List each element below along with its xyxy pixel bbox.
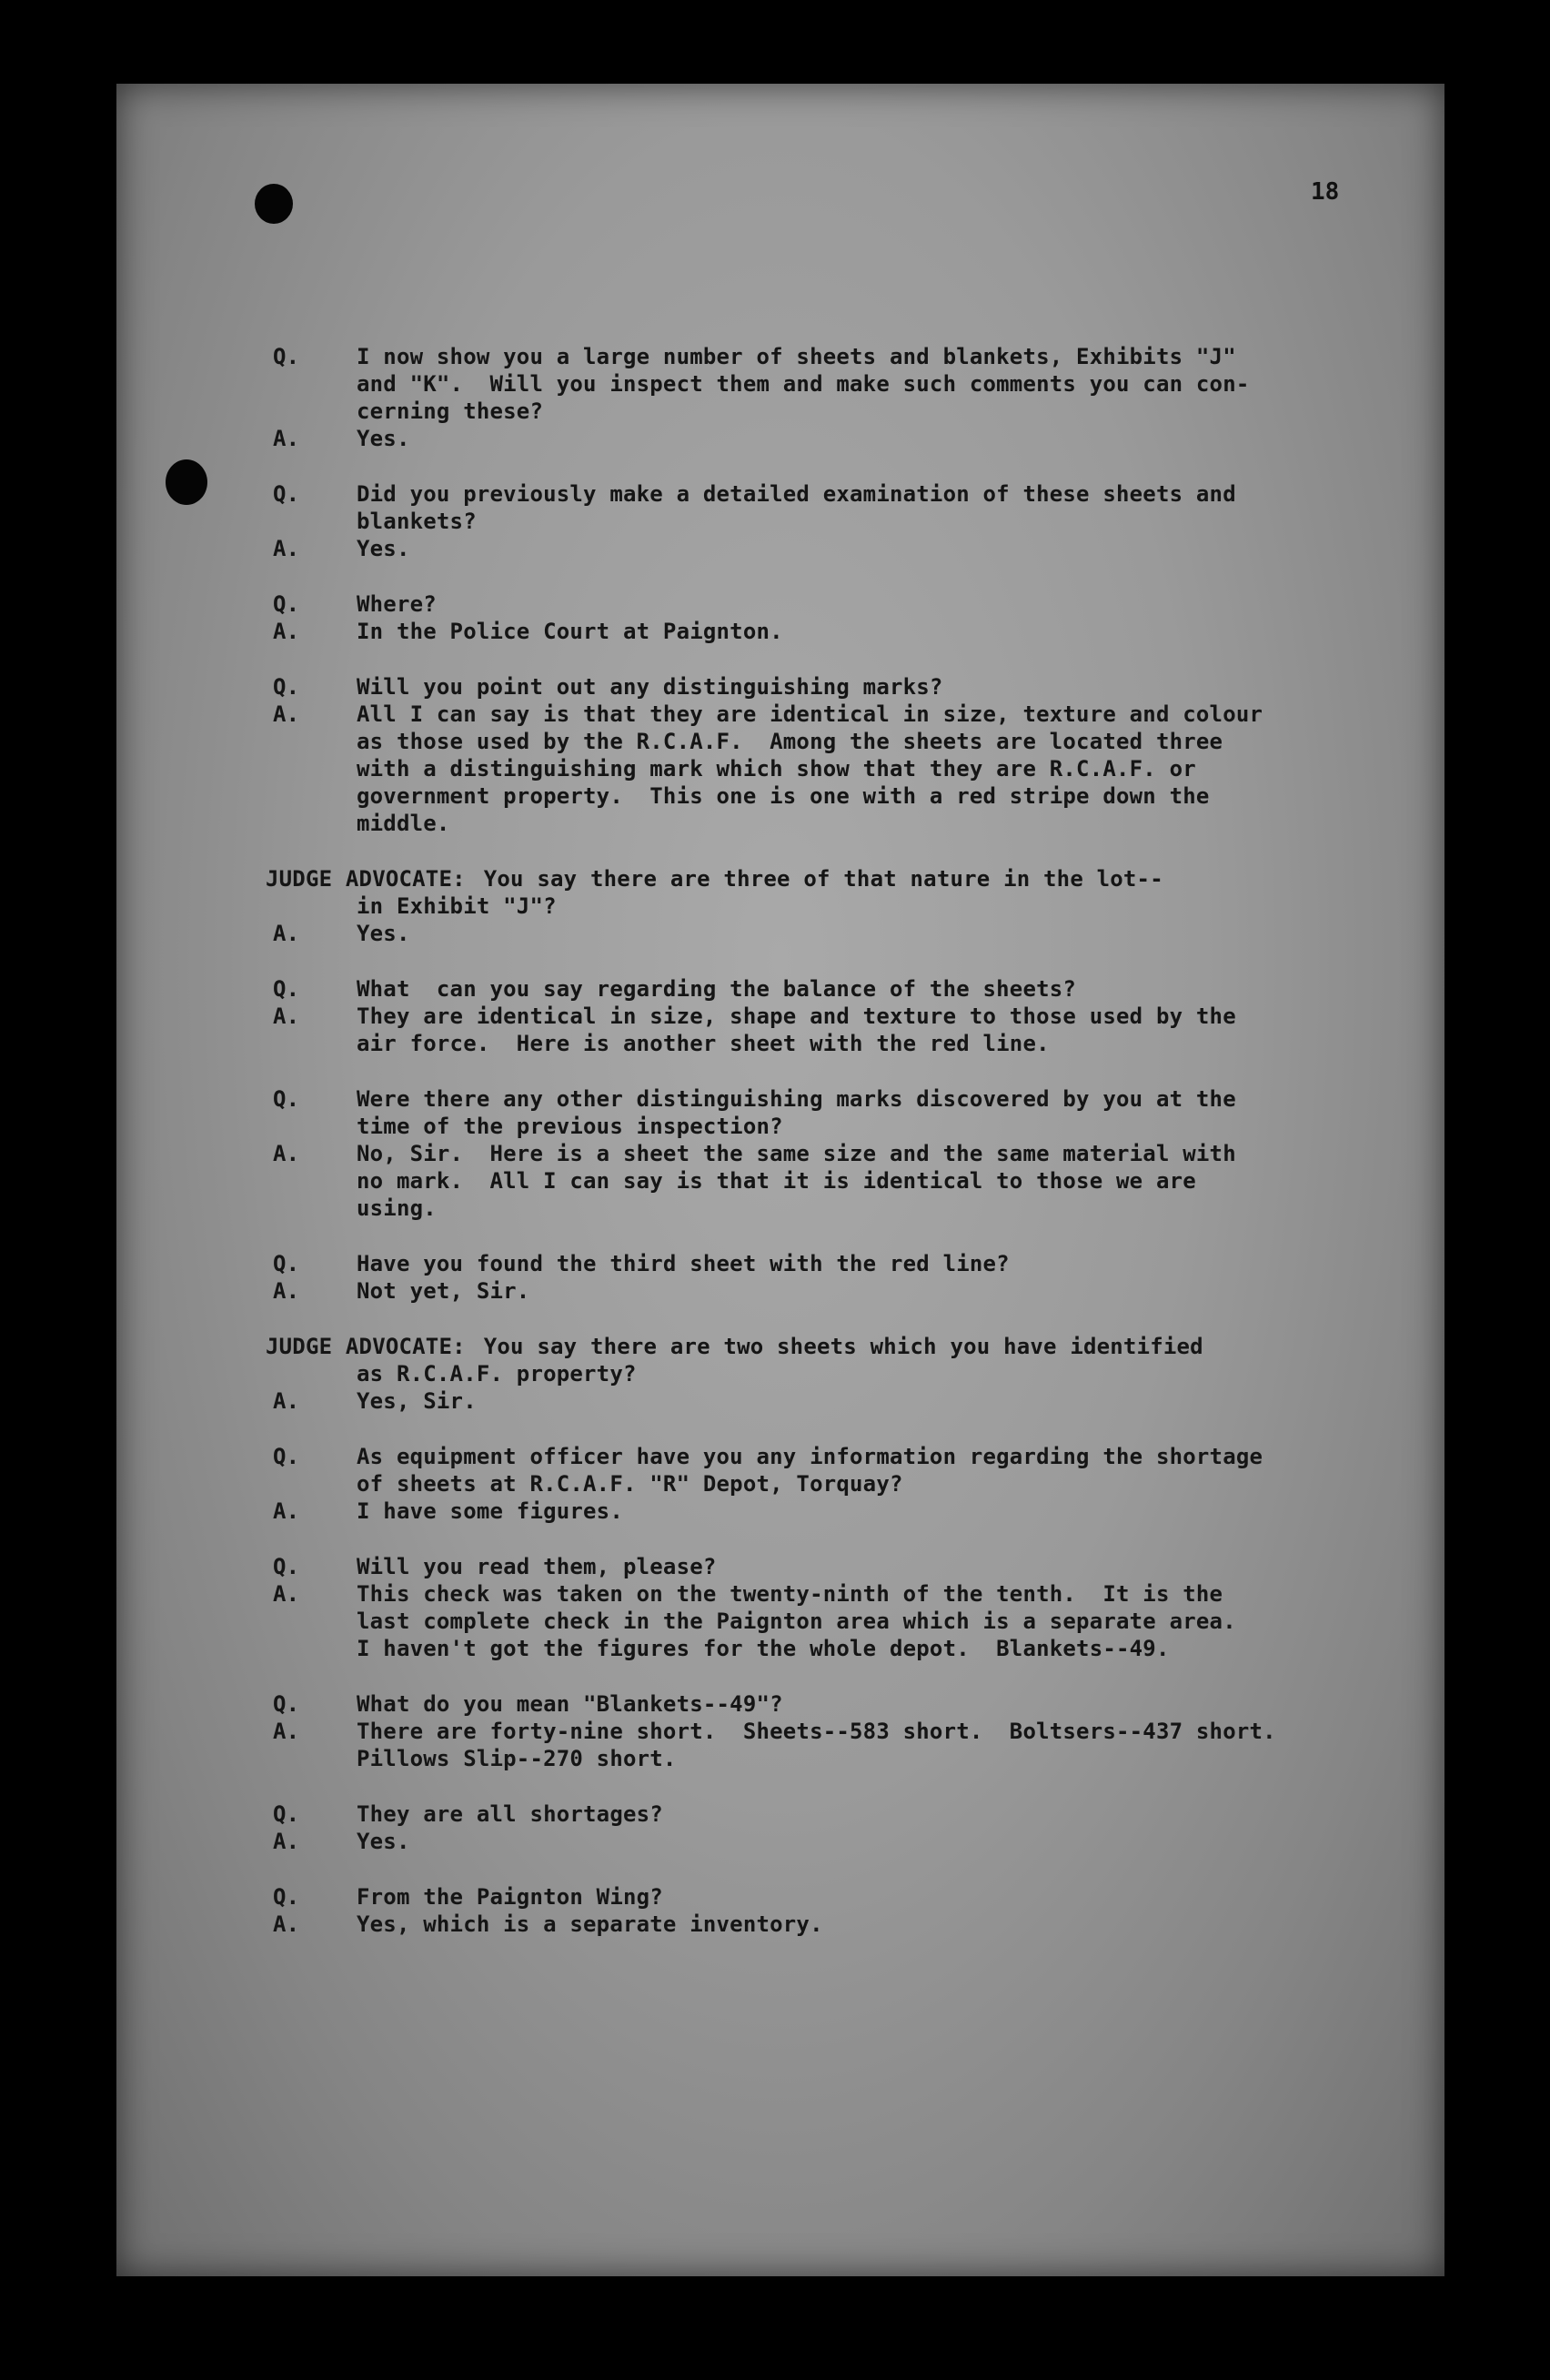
line-text: of sheets at R.C.A.F. "R" Depot, Torquay? (357, 1471, 903, 1497)
speaker-label: Q. (273, 1801, 300, 1827)
speaker-label (273, 508, 357, 535)
speaker-label: JUDGE ADVOCATE: (266, 866, 466, 892)
speaker-label (273, 398, 357, 425)
speaker-label: A. (273, 1719, 300, 1744)
exchange-block (273, 1250, 1346, 1305)
speaker-label (273, 755, 357, 782)
speaker-label: Q. (273, 481, 300, 507)
exchange-block (273, 343, 1346, 452)
speaker-label (273, 370, 357, 398)
line-text: This check was taken on the twenty-ninth of the tenth. It is the (357, 1581, 1223, 1607)
transcript-line (273, 782, 1346, 810)
transcript-line (273, 1745, 1346, 1772)
line-text: They are identical in size, shape and texture to those used by the (357, 1003, 1236, 1029)
speaker-label (273, 892, 357, 920)
line-text: From the Paignton Wing? (357, 1884, 663, 1910)
line-text: Yes. (357, 536, 410, 561)
speaker-label (273, 728, 357, 755)
transcript-line (273, 370, 1346, 398)
speaker-label: Q. (273, 1884, 300, 1910)
line-text: You say there are two sheets which you have identified (483, 1334, 1203, 1359)
line-text: cerning these? (357, 398, 544, 424)
line-text: All I can say is that they are identical in size, texture and colour (357, 701, 1263, 727)
speaker-label: Q. (273, 1554, 300, 1579)
exchange-block (273, 480, 1346, 562)
transcript-line (273, 1608, 1346, 1635)
line-text: as those used by the R.C.A.F. Among the sheets are located three (357, 729, 1223, 754)
exchange-block (273, 590, 1346, 645)
speaker-label (273, 1470, 357, 1498)
page-number: 18 (1311, 178, 1340, 206)
transcript-line (273, 1277, 1346, 1305)
speaker-label: JUDGE ADVOCATE: (266, 1334, 466, 1359)
speaker-label (273, 810, 357, 837)
exchange-block (273, 1443, 1346, 1525)
line-text: I haven't got the figures for the whole depot. Blankets--49. (357, 1636, 1170, 1661)
line-text: Will you read them, please? (357, 1554, 717, 1579)
speaker-label: A. (273, 1141, 300, 1166)
transcript-line (273, 343, 1346, 370)
line-text: Yes, Sir. (357, 1388, 477, 1414)
transcript-line (273, 1167, 1346, 1195)
line-text: Yes. (357, 1829, 410, 1854)
line-text: Not yet, Sir. (357, 1278, 530, 1304)
transcript-line (273, 1195, 1346, 1222)
line-text: There are forty-nine short. Sheets--583 short. Boltsers--437 short. (357, 1719, 1276, 1744)
line-text: blankets? (357, 509, 477, 534)
transcript-line (273, 1140, 1346, 1167)
line-text: What can you say regarding the balance of the sheets? (357, 976, 1077, 1002)
transcript-line (273, 1498, 1346, 1525)
line-text: no mark. All I can say is that it is identical to those we are (357, 1168, 1196, 1194)
transcript-line (273, 892, 1346, 920)
punch-hole (255, 184, 293, 224)
transcript-line (273, 1883, 1346, 1911)
line-text: In the Police Court at Paignton. (357, 619, 783, 644)
speaker-label: A. (273, 1278, 300, 1304)
speaker-label: Q. (273, 1444, 300, 1469)
exchange-block (266, 865, 1346, 947)
exchange-block (273, 1553, 1346, 1662)
transcript-line (273, 810, 1346, 837)
line-text: As equipment officer have you any information regarding the shortage (357, 1444, 1263, 1469)
transcript-line (273, 535, 1346, 562)
line-text: I have some figures. (357, 1498, 623, 1524)
transcript-line (273, 1718, 1346, 1745)
line-text: air force. Here is another sheet with the red line. (357, 1031, 1050, 1056)
transcript-line (273, 1470, 1346, 1498)
transcript-line (273, 398, 1346, 425)
speaker-label: Q. (273, 1086, 300, 1112)
transcript-line (266, 1333, 1346, 1360)
speaker-label: A. (273, 921, 300, 946)
transcript-line (273, 1690, 1346, 1718)
line-text: with a distinguishing mark which show that they are R.C.A.F. or (357, 756, 1196, 782)
transcript-line (273, 425, 1346, 452)
line-text: Pillows Slip--270 short. (357, 1746, 677, 1771)
speaker-label (273, 1195, 357, 1222)
line-text: middle. (357, 811, 450, 836)
speaker-label (273, 1360, 357, 1387)
line-text: government property. This one is one with a red stripe down the (357, 783, 1210, 809)
transcript-line (273, 755, 1346, 782)
transcript-line (273, 1635, 1346, 1662)
transcript-line (273, 1443, 1346, 1470)
speaker-label: A. (273, 536, 300, 561)
transcript-body (266, 343, 1346, 1966)
transcript-line (273, 975, 1346, 1003)
transcript-line (273, 701, 1346, 728)
speaker-label: A. (273, 1388, 300, 1414)
line-text: last complete check in the Paignton area which is a separate area. (357, 1609, 1236, 1634)
transcript-line (273, 1085, 1346, 1113)
line-text: using. (357, 1195, 437, 1221)
speaker-label: A. (273, 1911, 300, 1937)
transcript-line (273, 728, 1346, 755)
line-text: What do you mean "Blankets--49"? (357, 1691, 783, 1717)
punch-hole (166, 459, 207, 505)
speaker-label: A. (273, 426, 300, 451)
line-text: Where? (357, 591, 437, 617)
line-text: Yes. (357, 426, 410, 451)
line-text: You say there are three of that nature in the lot-- (483, 866, 1163, 892)
line-text: Yes, which is a separate inventory. (357, 1911, 823, 1937)
speaker-label: Q. (273, 591, 300, 617)
transcript-line (273, 673, 1346, 701)
speaker-label: A. (273, 1003, 300, 1029)
transcript-line (273, 1030, 1346, 1057)
exchange-block (273, 1800, 1346, 1855)
speaker-label (273, 1745, 357, 1772)
line-text: No, Sir. Here is a sheet the same size and the same material with (357, 1141, 1236, 1166)
speaker-label (273, 1030, 357, 1057)
line-text: time of the previous inspection? (357, 1114, 783, 1139)
exchange-block (273, 673, 1346, 837)
speaker-label: A. (273, 1498, 300, 1524)
speaker-label: A. (273, 619, 300, 644)
speaker-label: Q. (273, 674, 300, 700)
line-text: Will you point out any distinguishing marks? (357, 674, 943, 700)
transcript-line (273, 1553, 1346, 1580)
line-text: Yes. (357, 921, 410, 946)
transcript-line (273, 1003, 1346, 1030)
transcript-line (273, 1828, 1346, 1855)
transcript-line (266, 865, 1346, 892)
speaker-label: Q. (273, 344, 300, 369)
transcript-line (273, 1250, 1346, 1277)
transcript-line (273, 1113, 1346, 1140)
speaker-label: A. (273, 701, 300, 727)
speaker-label (273, 1608, 357, 1635)
transcript-line (273, 508, 1346, 535)
transcript-line (273, 920, 1346, 947)
exchange-block (273, 975, 1346, 1057)
speaker-label (273, 1635, 357, 1662)
transcript-line (273, 1360, 1346, 1387)
line-text: Did you previously make a detailed examination of these sheets and (357, 481, 1236, 507)
transcript-line (273, 618, 1346, 645)
transcript-line (273, 1580, 1346, 1608)
transcript-line (273, 480, 1346, 508)
speaker-label: A. (273, 1581, 300, 1607)
transcript-line (273, 1911, 1346, 1938)
line-text: Have you found the third sheet with the red line? (357, 1251, 1010, 1276)
exchange-block (273, 1883, 1346, 1938)
line-text: They are all shortages? (357, 1801, 663, 1827)
line-text: in Exhibit "J"? (357, 893, 557, 919)
transcript-line (273, 1800, 1346, 1828)
line-text: Were there any other distinguishing marks discovered by you at the (357, 1086, 1236, 1112)
speaker-label: Q. (273, 1691, 300, 1717)
exchange-block (266, 1333, 1346, 1415)
line-text: I now show you a large number of sheets and blankets, Exhibits "J" (357, 344, 1236, 369)
line-text: as R.C.A.F. property? (357, 1361, 637, 1387)
transcript-line (273, 1387, 1346, 1415)
exchange-block (273, 1690, 1346, 1772)
speaker-label (273, 1113, 357, 1140)
speaker-label (273, 782, 357, 810)
speaker-label (273, 1167, 357, 1195)
line-text: and "K". Will you inspect them and make such comments you can con- (357, 371, 1250, 397)
speaker-label: Q. (273, 1251, 300, 1276)
speaker-label: A. (273, 1829, 300, 1854)
speaker-label: Q. (273, 976, 300, 1002)
exchange-block (273, 1085, 1346, 1222)
transcript-line (273, 590, 1346, 618)
